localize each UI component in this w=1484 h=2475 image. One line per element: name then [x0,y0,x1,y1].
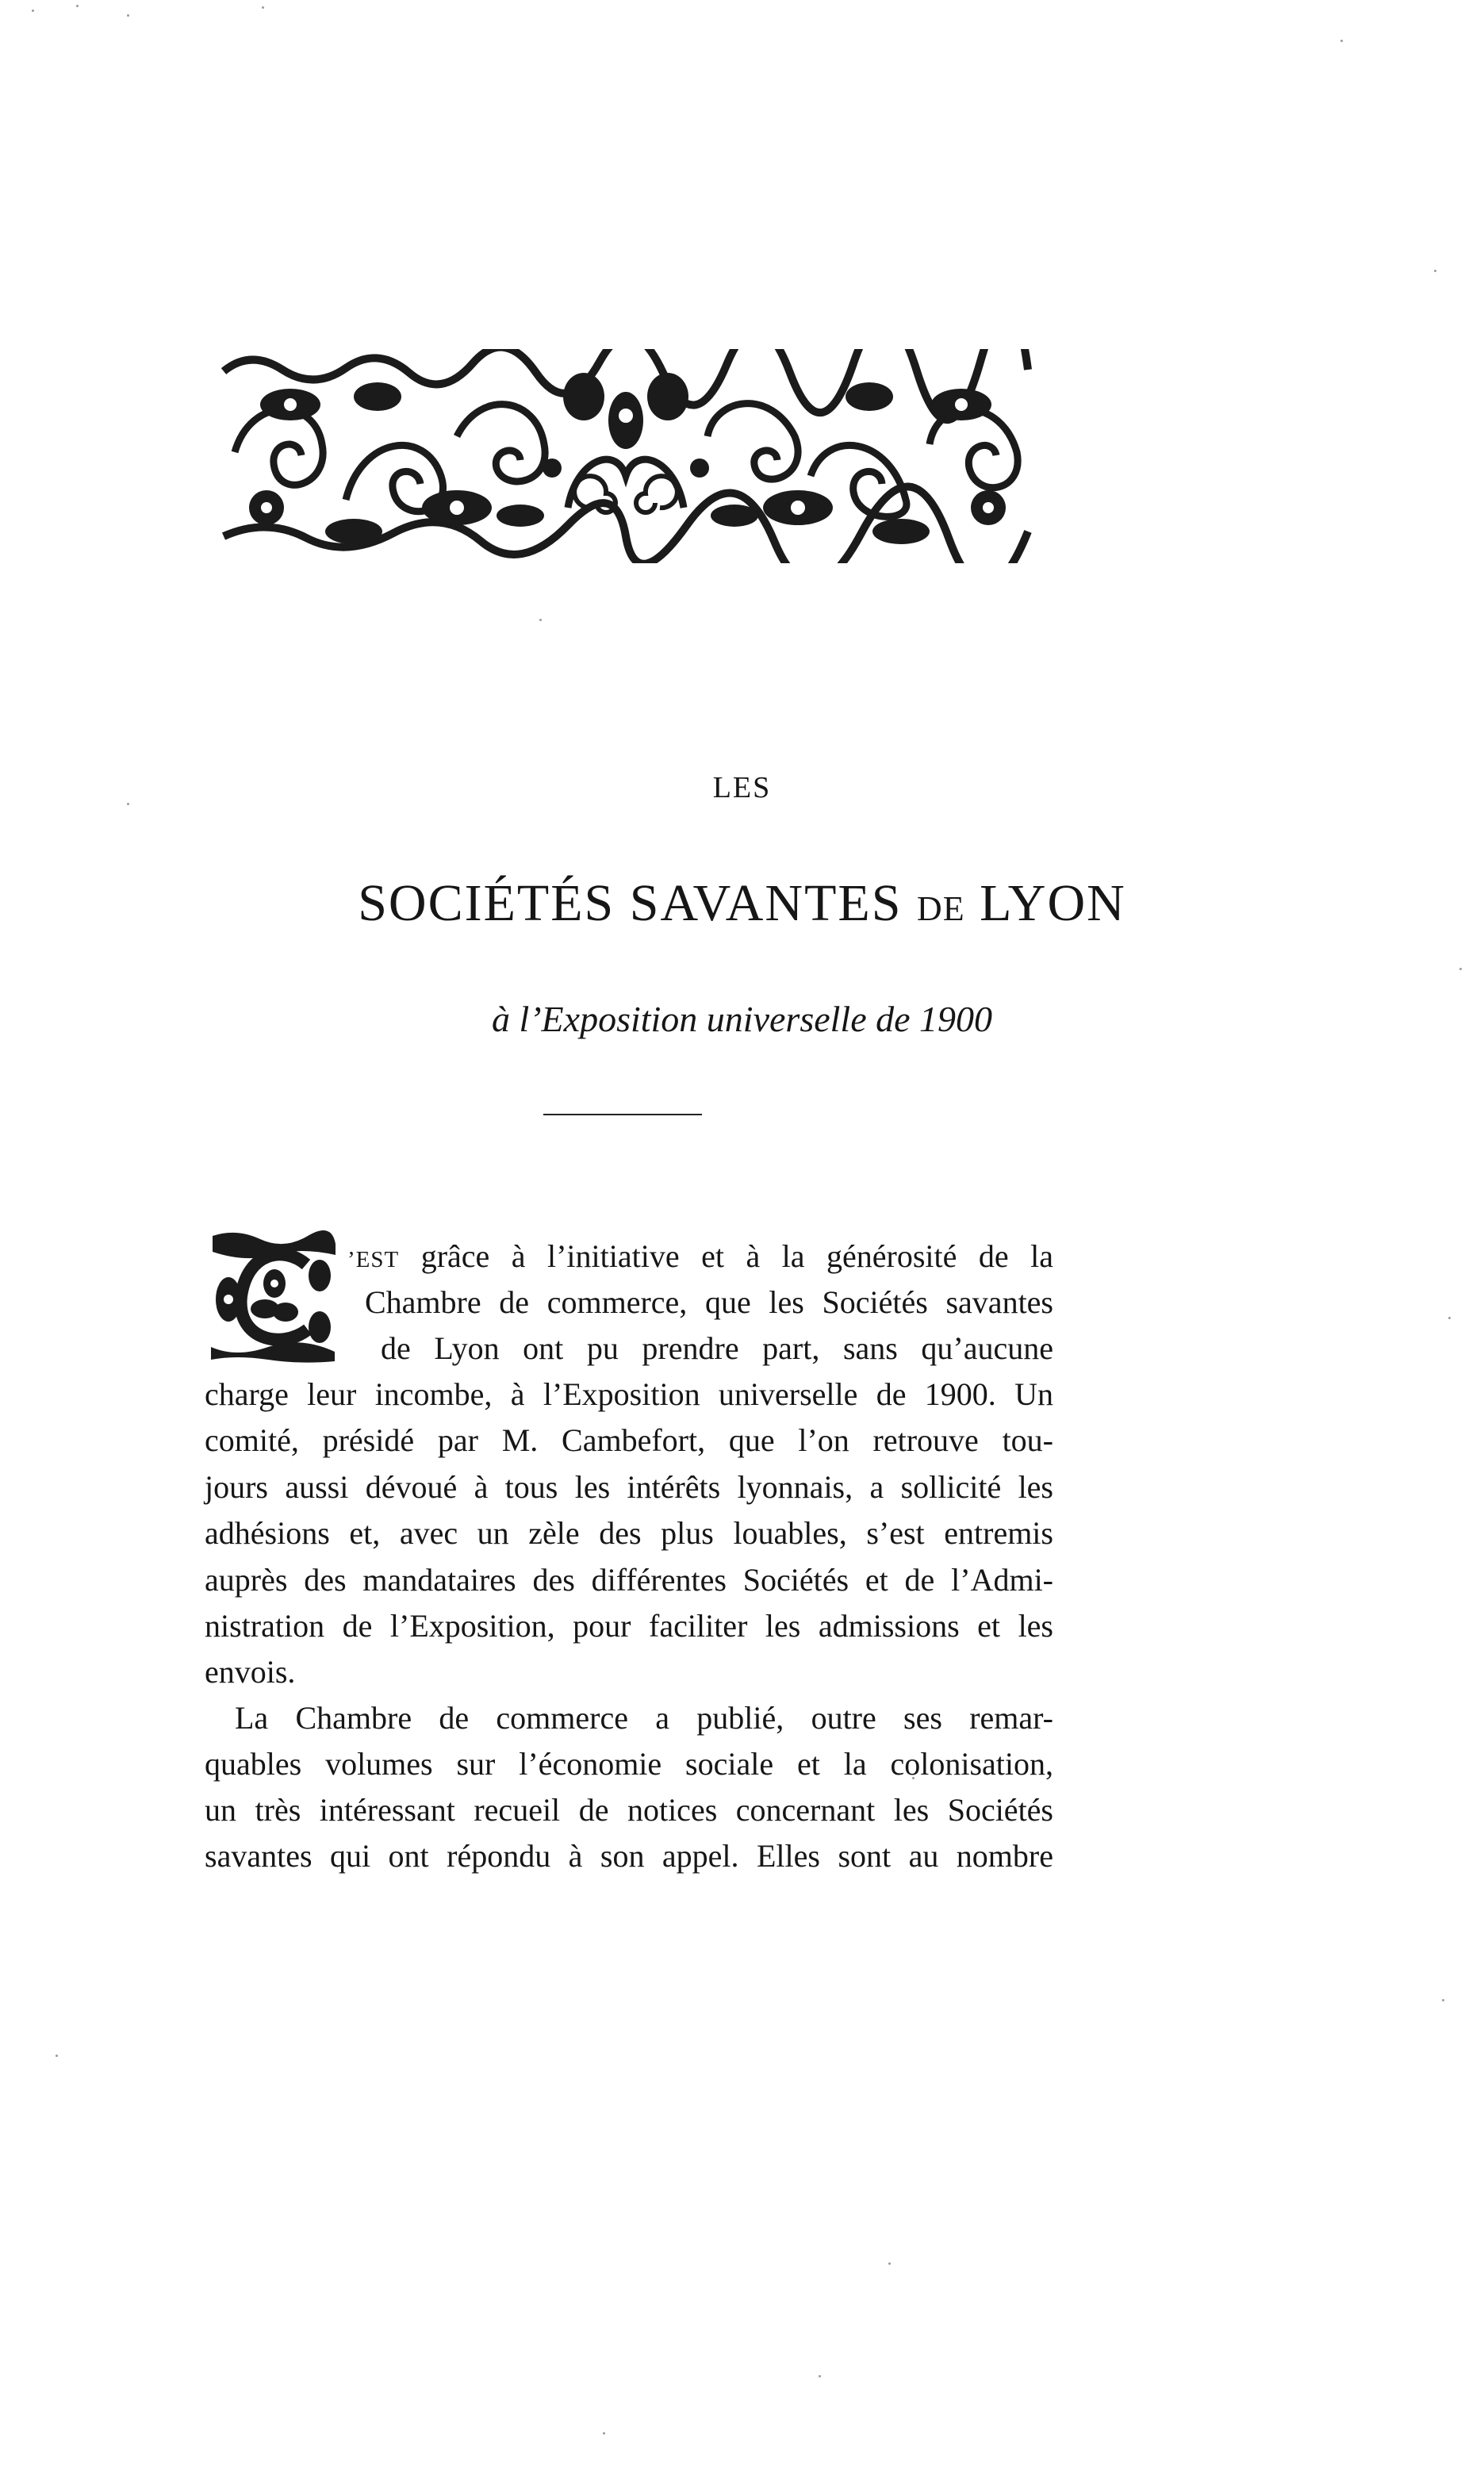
page-subtitle: à l’Exposition universelle de 1900 [491,999,993,1039]
paragraph-2-line: savantes qui ont répondu à son appel. Elles sont au nombre [205,1838,1053,1874]
heading-les: LES [712,771,772,804]
paragraph-1-line: Chambre de commerce, que les Sociétés savantes [365,1284,1053,1320]
paragraph-1-line: de Lyon ont pu prendre part, sans qu’aucune [381,1330,1053,1366]
page-title [0,874,1484,932]
paragraph-1-line: adhésions et, avec un zèle des plus louables, s’est entremis [205,1515,1053,1551]
title-part-1: SOCIÉTÉS SAVANTES [358,874,903,932]
dropcap-smallcaps: ’EST [347,1247,400,1272]
title-rule [543,1114,702,1115]
paragraph-1-line-1 [347,1238,1053,1274]
decorative-headpiece [219,349,1033,563]
title-part-2: LYON [980,874,1126,932]
paragraph-1-line: auprès des mandataires des différentes Sociétés et de l’Admi- [205,1562,1053,1598]
paragraph-1-line: nistration de l’Exposition, pour faciliter les admissions et les [205,1608,1053,1644]
paragraph-2-line: quables volumes sur l’économie sociale et la colonisation, [205,1746,1053,1782]
dropcap-ornament [205,1228,341,1364]
paragraph-2-line: La Chambre de commerce a publié, outre ses remar- [235,1700,1053,1736]
paragraph-1-line: jours aussi dévoué à tous les intérêts lyonnais, a sollicité les [205,1469,1053,1505]
paragraph-2-line: un très intéressant recueil de notices concernant les Sociétés [205,1792,1053,1828]
paragraph-1-line: charge leur incombe, à l’Exposition universelle de 1900. Un [205,1376,1053,1412]
paragraph-1-line-1-text: grâce à l’initiative et à la générosité de la [420,1238,1053,1274]
paragraph-1-line: comité, présidé par M. Cambefort, que l’on retrouve tou- [205,1422,1053,1458]
paragraph-1-line: envois. [205,1654,296,1690]
title-small-de: DE [916,889,965,928]
